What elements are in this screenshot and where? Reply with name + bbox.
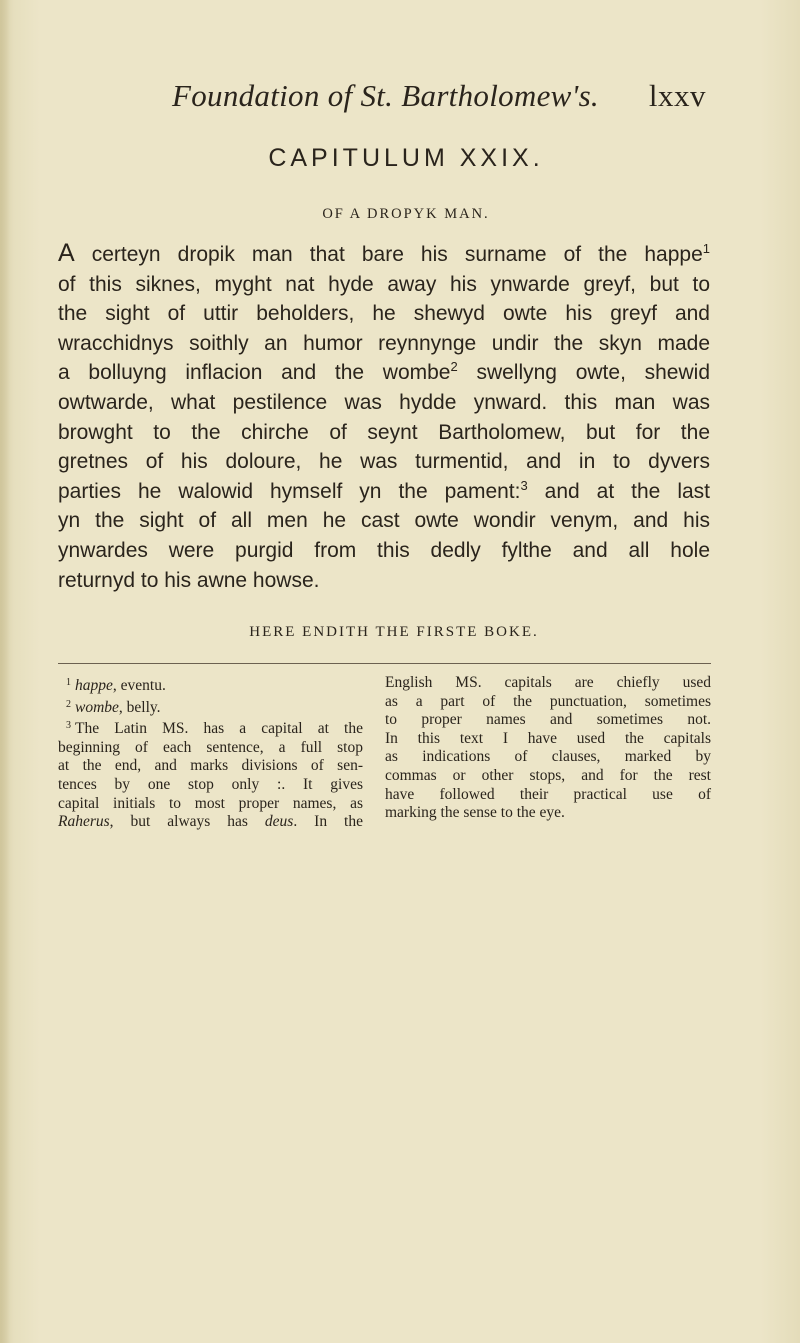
body-line: of this siknes, myght nat hyde away his ynwarde greyf, but to: [58, 272, 710, 296]
running-head-title: Foundation of St. Bartholomew's.: [172, 78, 599, 113]
initial-letter: A: [58, 239, 75, 267]
body-line: a bolluyng inflacion and the wombe$^2$ swellyng owte, shewid: [58, 359, 710, 385]
footnote-line: capital initials to most proper names, as: [58, 794, 363, 812]
body-line: returnyd to his awne howse.: [58, 568, 320, 592]
footnote-line: commas or other stops, and for the rest: [385, 766, 711, 784]
chapter-subtitle: OF A DROPYK MAN.: [322, 206, 490, 222]
footnote: $^1$ happe, eventu.: [66, 677, 166, 694]
body-line: wracchidnys soithly an humor reynnynge undir the skyn made: [58, 331, 710, 355]
footnote-line: tences by one stop only :. It gives: [58, 775, 363, 793]
body-line: gretnes of his doloure, he was turmentid, and in to dyvers: [58, 450, 710, 474]
footnote-line: to proper names and sometimes not.: [385, 711, 711, 729]
footnote-line: English MS. capitals are chiefly used: [385, 674, 711, 691]
body-line: parties he walowid hymself yn the pament:$^3$ and at the last: [58, 477, 710, 503]
body-line: the sight of uttir beholders, he shewyd owte his greyf and: [58, 302, 710, 326]
section-end-heading: HERE ENDITH THE FIRSTE BOKE.: [249, 624, 539, 640]
body-line: A certeyn dropik man that bare his surname of the happe$^1$: [58, 239, 710, 267]
footnote: $^3$ The Latin MS. has a capital at the: [66, 720, 363, 738]
footnote-ref: 2: [450, 359, 458, 375]
chapter-title: CAPITULUM XXIX.: [268, 144, 544, 172]
footnote-line: Raherus, but always has deus. In the: [58, 813, 363, 831]
footnote-line: In this text I have used the capitals: [385, 729, 711, 747]
footnotes: [58, 674, 711, 831]
footnote-line: as indications of clauses, marked by: [385, 748, 711, 766]
footnotes-right-column: [385, 674, 711, 823]
page-number: lxxv: [648, 78, 706, 113]
footnote: $^2$ wombe, belly.: [66, 698, 161, 716]
footnote-line: at the end, and marks divisions of sen-: [58, 757, 363, 775]
body-line: ynwardes were purgid from this dedly fylthe and all hole: [58, 538, 710, 562]
running-head: [0, 78, 800, 118]
body-line: yn the sight of all men he cast owte wondir venym, and his: [58, 509, 710, 533]
footnote-line: marking the sense to the eye.: [385, 804, 565, 822]
footnote-ref: 1: [702, 241, 710, 256]
footnote-line: as a part of the punctuation, sometimes: [385, 692, 711, 710]
chapter-body: [58, 239, 710, 595]
body-line: browght to the chirche of seynt Bartholomew, but for the: [58, 420, 710, 444]
footnote-ref: 3: [520, 477, 528, 493]
body-line: owtwarde, what pestilence was hydde ynward. this man was: [58, 390, 710, 414]
footnotes-left-column: [58, 674, 363, 832]
footnote-line: have followed their practical use of: [385, 785, 711, 803]
footnote-line: beginning of each sentence, a full stop: [58, 738, 363, 756]
footnote-divider: [58, 663, 711, 664]
